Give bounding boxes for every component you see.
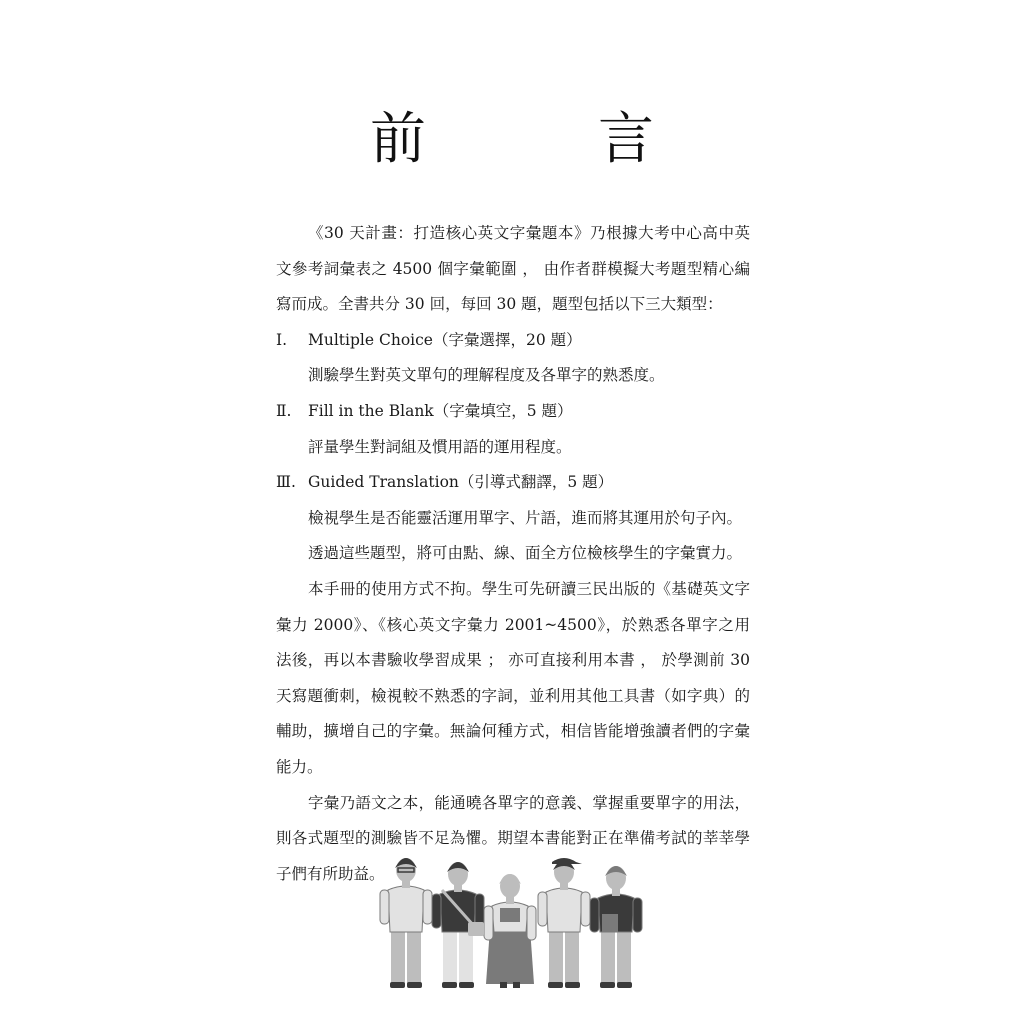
student-bag-shoe bbox=[459, 982, 474, 988]
student-glasses-arm-right bbox=[423, 890, 432, 924]
student-book-leg-right bbox=[617, 928, 631, 984]
intro-paragraph: 《30 天計畫：打造核心英文字彙題本》乃根據大考中心高中英文參考詞彙表之 4500 個字彙範圍 ， 由作者群模擬大考題型精心編寫而成。全書共分 30 回，每回 30 題，題型包括以下三大類型： bbox=[276, 224, 750, 314]
student-tablet-arm-right bbox=[527, 906, 536, 940]
student-glasses-arm-left bbox=[380, 890, 389, 924]
student-cap-shoe bbox=[548, 982, 563, 988]
student-book-shoe bbox=[600, 982, 615, 988]
student-bag-shoe bbox=[442, 982, 457, 988]
section-3-description: 檢視學生是否能靈活運用單字、片語，進而將其運用於句子內。 bbox=[308, 508, 743, 527]
student-bag-leg-right bbox=[459, 928, 473, 984]
student-bag-arm-left bbox=[432, 894, 441, 928]
page-title: 前 言 bbox=[370, 107, 712, 172]
section-2 bbox=[276, 394, 750, 430]
student-glasses-leg-right bbox=[407, 928, 421, 984]
student-glasses-shoe bbox=[390, 982, 405, 988]
summary-paragraph: 透過這些題型，將可由點、線、面全方位檢核學生的字彙實力。 bbox=[308, 544, 743, 563]
section-1-heading: Multiple Choice（字彙選擇，20 題） bbox=[308, 330, 582, 349]
preface-content bbox=[276, 216, 750, 892]
usage-paragraph: 本手冊的使用方式不拘。學生可先研讀三民出版的《基礎英文字彙力 2000》、《核心英文字彙力 2001~4500》，於熟悉各單字之用法後，再以本書驗收學習成果 ； 亦可直接利用本書 ， 於學測前 30 天寫題衝刺，檢視較不熟悉的字詞，並利用其他工具書（如字典）的輔助，擴增自己的字彙。無論何種方式，相信皆能增強讀者們的字彙能力。 bbox=[276, 579, 750, 776]
section-2-number: Ⅱ. bbox=[276, 401, 292, 420]
student-bag-leg-left bbox=[443, 928, 457, 984]
student-book-arm-right bbox=[633, 898, 642, 932]
section-3-number: Ⅲ. bbox=[276, 473, 296, 492]
section-1 bbox=[276, 323, 750, 359]
student-cap-leg-left bbox=[549, 928, 563, 984]
student-book-arm-left bbox=[590, 898, 599, 932]
student-book-leg-left bbox=[601, 928, 615, 984]
student-glasses-shoe bbox=[407, 982, 422, 988]
student-cap-arm-right bbox=[581, 892, 590, 926]
section-2-description: 評量學生對詞組及慣用語的運用程度。 bbox=[308, 437, 572, 456]
section-3-heading: Guided Translation（引導式翻譯，5 題） bbox=[308, 473, 614, 492]
section-2-heading: Fill in the Blank（字彙填空，5 題） bbox=[308, 401, 573, 420]
student-book-shoe bbox=[617, 982, 632, 988]
book-icon bbox=[602, 914, 618, 932]
student-tablet-shoe bbox=[500, 982, 507, 988]
student-cap-arm-left bbox=[538, 892, 547, 926]
student-cap-torso bbox=[546, 888, 582, 932]
students-group-illustration bbox=[376, 856, 648, 990]
student-cap-shoe bbox=[565, 982, 580, 988]
student-tablet-shoe bbox=[513, 982, 520, 988]
section-1-number: Ⅰ. bbox=[276, 330, 288, 349]
tablet-icon bbox=[500, 908, 520, 922]
student-glasses-leg-left bbox=[391, 928, 405, 984]
section-3 bbox=[276, 465, 750, 501]
section-1-description: 測驗學生對英文單句的理解程度及各單字的熟悉度。 bbox=[308, 366, 665, 385]
student-tablet-arm-left bbox=[484, 906, 493, 940]
student-glasses-torso bbox=[388, 886, 424, 932]
student-cap-leg-right bbox=[565, 928, 579, 984]
cap-icon bbox=[552, 858, 582, 864]
closing-paragraph: 字彙乃語文之本，能通曉各單字的意義、掌握重要單字的用法，則各式題型的測驗皆不足為懼。期望本書能對正在準備考試的莘莘學子們有所助益。 bbox=[276, 793, 750, 883]
bag-icon bbox=[468, 922, 484, 936]
